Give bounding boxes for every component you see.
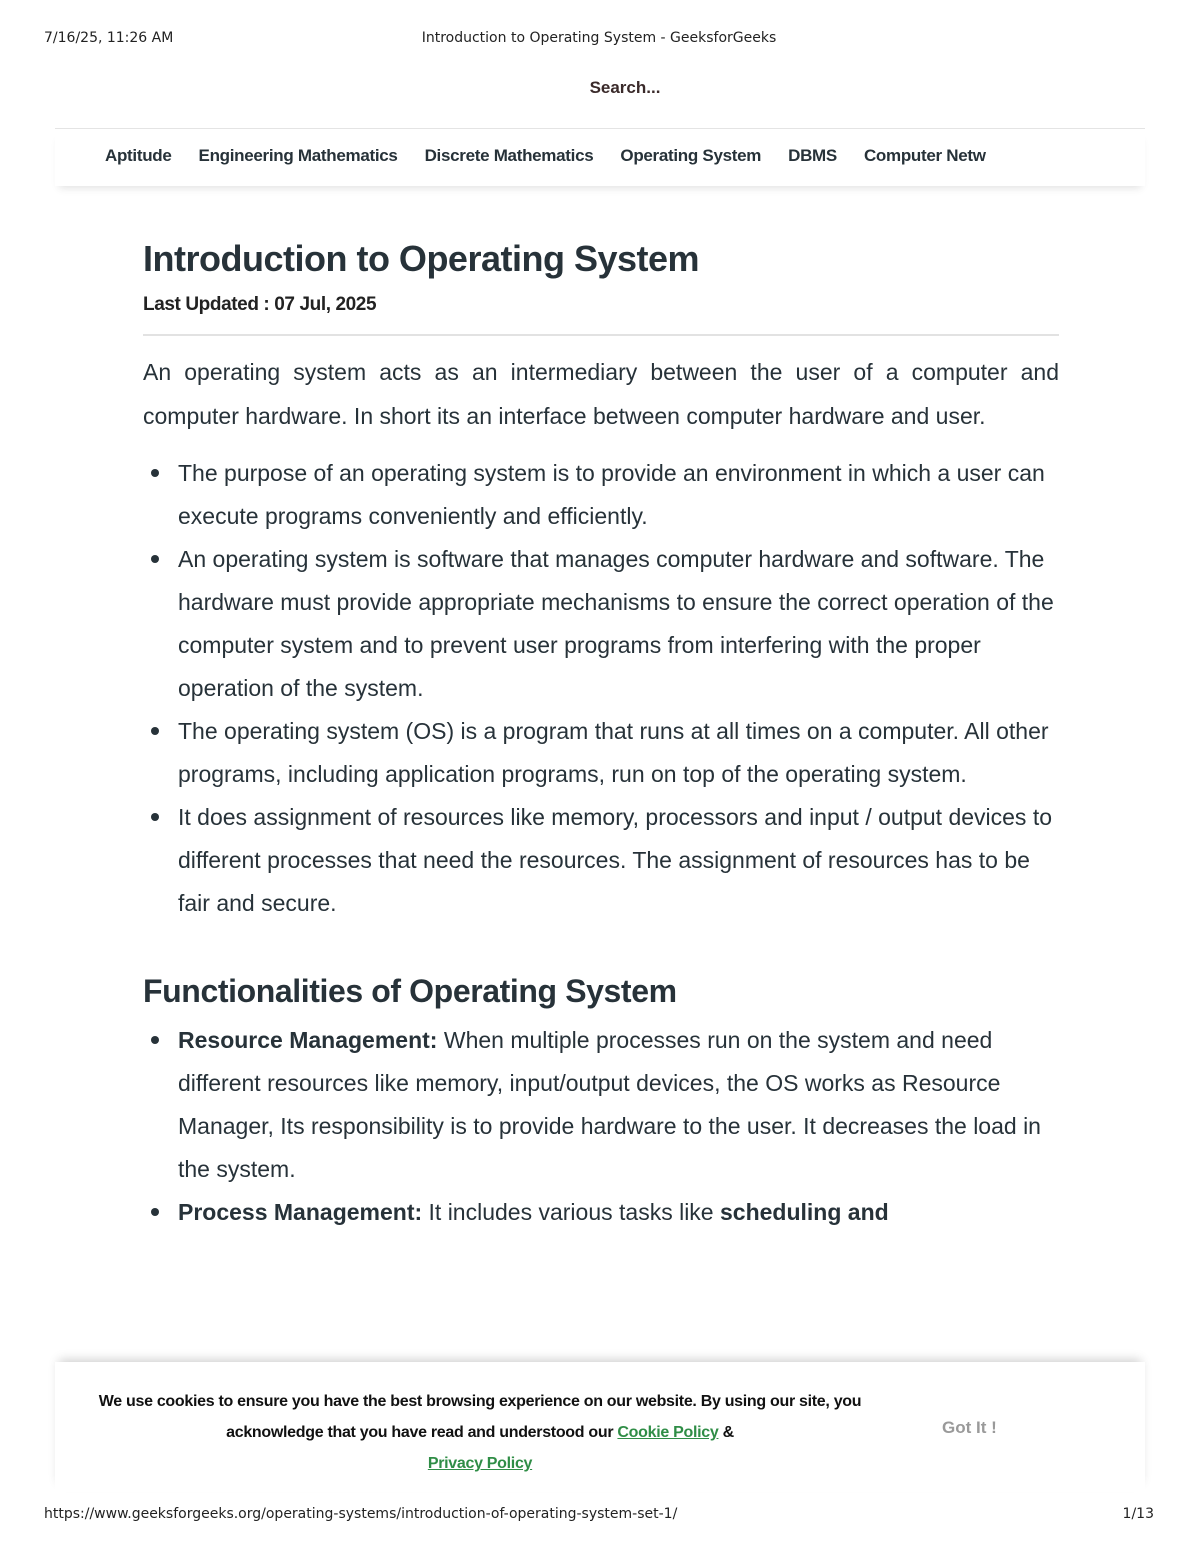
privacy-policy-link[interactable]: Privacy Policy: [427, 1455, 533, 1472]
list-item: [143, 1019, 1059, 1191]
got-it-button[interactable]: Got It !: [942, 1418, 997, 1437]
print-datetime: 7/16/25, 11:26 AM: [44, 30, 174, 46]
last-updated: Last Updated : 07 Jul, 2025: [143, 294, 377, 315]
print-page-title: Introduction to Operating System - GeeksforGeeks: [421, 30, 777, 46]
bullet-icon: [151, 727, 159, 735]
search-bar: [0, 78, 1200, 98]
intro-bullet-list: [143, 452, 1059, 925]
bullet-icon: [151, 555, 159, 563]
print-url: https://www.geeksforgeeks.org/operating-systems/introduction-of-operating-system-set-1/: [44, 1506, 678, 1522]
intro-paragraph: An operating system acts as an intermediary between the user of a computer and computer hardware. In short its an interface between computer hardware and user.: [143, 359, 1059, 429]
article-title: Introduction to Operating System: [143, 238, 700, 279]
page-number: 1/13: [1122, 1506, 1154, 1522]
print-footer: [44, 1506, 1154, 1526]
list-item-text: It does assignment of resources like memory, processors and input / output devices to different processes that need the resources. The assignment of resources has to be fair and secure.: [178, 804, 1052, 916]
nav-item-aptitude[interactable]: Aptitude: [105, 146, 172, 165]
functionality-list: [143, 1019, 1059, 1234]
functionality-term: Resource Management:: [178, 1027, 438, 1053]
list-item-text: The purpose of an operating system is to provide an environment in which a user can execute programs conveniently and efficiently.: [178, 460, 1045, 529]
bullet-icon: [151, 1208, 159, 1216]
print-header: [44, 30, 1154, 50]
article: [143, 232, 1059, 1234]
search-input[interactable]: Search...: [589, 78, 661, 97]
functionality-term: Process Management:: [178, 1199, 423, 1225]
bullet-icon: [151, 469, 159, 477]
bullet-icon: [151, 1036, 159, 1044]
header-divider: [55, 128, 1145, 129]
cookie-message: [85, 1386, 875, 1479]
list-item: [143, 538, 1059, 710]
list-item: [143, 796, 1059, 925]
functionality-bold-tail: scheduling and: [719, 1199, 889, 1225]
list-item-text: An operating system is software that manages computer hardware and software. The hardware must provide appropriate mechanisms to ensure the correct operation of the computer system and to prevent user programs from interfering with the proper operation of the system.: [178, 546, 1054, 701]
category-nav: [55, 130, 1145, 186]
cookie-ampersand: &: [718, 1424, 734, 1441]
nav-item-dbms[interactable]: DBMS: [788, 146, 837, 165]
category-nav-list: [105, 146, 1089, 172]
nav-item-discrete-mathematics[interactable]: Discrete Mathematics: [424, 146, 594, 165]
bullet-icon: [151, 813, 159, 821]
section-heading: Functionalities of Operating System: [143, 973, 677, 1009]
title-divider: [143, 334, 1059, 336]
cookie-policy-link[interactable]: Cookie Policy: [617, 1424, 719, 1441]
functionality-text: It includes various tasks like: [422, 1199, 720, 1225]
nav-item-computer-networks[interactable]: Computer Netw: [863, 146, 986, 165]
functionality-text: When multiple processes run on the system and need different resources like memory, input/output devices, the OS works as Resource Manager, Its responsibility is to provide hardware to the user. It decreases the load in the system.: [178, 1027, 1041, 1182]
list-item: [143, 452, 1059, 538]
list-item: [143, 1191, 1059, 1234]
cookie-consent-banner: [55, 1362, 1145, 1492]
list-item: [143, 710, 1059, 796]
list-item-text: The operating system (OS) is a program that runs at all times on a computer. All other programs, including application programs, run on top of the operating system.: [178, 718, 1049, 787]
nav-item-engineering-mathematics[interactable]: Engineering Mathematics: [198, 146, 398, 165]
cookie-message-text: We use cookies to ensure you have the best browsing experience on our website. By using our site, you acknowledge that you have read and understood our: [98, 1393, 862, 1441]
nav-item-operating-system[interactable]: Operating System: [620, 146, 762, 165]
